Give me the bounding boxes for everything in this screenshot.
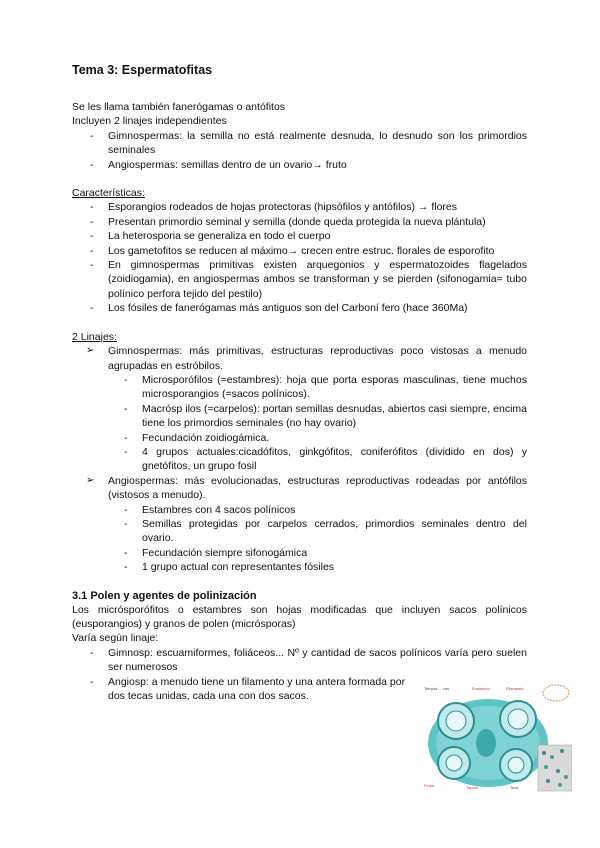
caracteristicas-list: [72, 200, 527, 315]
intro-list: [72, 129, 527, 172]
list-item: - Esporangios rodeados de hojas protectoras (hipsófilos y antófilos) → flores: [90, 201, 458, 214]
list-item: - Los gametofitos se reducen al máximo→ crecen entre estruc. florales de esporofito: [90, 244, 495, 257]
list-item: - Fecundación zoidiogámica.: [124, 431, 270, 444]
linajes-list-2: [72, 474, 527, 503]
list-item: - Macrósp ilos (=carpelos): portan semillas desnudas, abiertos casi siempre, encima tiene los primordios seminales (no hay ovario): [124, 402, 527, 430]
anther-diagram: [420, 683, 572, 793]
varia-line: Varía según linaje:: [72, 632, 159, 645]
arrow-bullet-icon: ➢: [86, 474, 95, 486]
section-3-1-heading: 3.1 Polen y agentes de polinización: [72, 589, 257, 602]
linajes-list: [72, 344, 527, 373]
list-item: - Angiospermas: semillas dentro de un ovario→ fruto: [90, 158, 347, 171]
list-item: - 4 grupos actuales:cicadófitos, ginkgófitos, coniferófitos (dividido en dos) y gnetófitos, un grupo fosil: [124, 445, 527, 473]
list-item: - Fecundación siempre sifonogámica: [124, 546, 308, 559]
figure-label: Filamento: [506, 686, 524, 691]
figure-label: Endotecio: [472, 686, 490, 691]
angiospermas-sublist: [72, 503, 527, 575]
gimnospermas-item: ➢ Gimnospermas: más primitivas, estructuras reproductivas poco vistosas a menudo agrupadas en estróbilos.: [86, 345, 527, 372]
list-item: - Microsporófilos (=estambres): hoja que porta esporas masculinas, tiene muchos microsporangios (=sacos polínicos).: [124, 373, 527, 401]
list-item: - Angiosp: a menudo tiene un filamento y una antera formada por dos tecas unidas, cada una con dos sacos.: [90, 675, 406, 703]
list-item: - En gimnospermas primitivas existen arquegonios y espermatozoides flagelados (zoidiogamia), en angiospermas ambos se transforman y se pierden (sifonogamia= tubo polínico perfora tejido del pestilo): [90, 259, 527, 300]
list-item: - Semillas protegidas por carpelos cerrados, primordios seminales dentro del ovario.: [124, 517, 527, 545]
figure-label: Tetrada ... cas: [424, 686, 450, 691]
list-item: - 1 grupo actual con representantes fósiles: [124, 561, 335, 574]
anther-cross-section-figure: [420, 683, 572, 793]
intro-line-1: Se les llama también fanerógamas o antófitos: [72, 101, 286, 113]
caracteristicas-heading: Características:: [72, 187, 145, 200]
list-item: - Presentan primordio seminal y semilla (donde queda protegida la nueva plántula): [90, 215, 486, 228]
angiospermas-item: ➢ Angiospermas: más evolucionadas, estructuras reproductivas rodeadas por antófilos (vistosos a menudo).: [86, 474, 527, 502]
figure-label: Polen: [424, 783, 435, 788]
list-item: - La heterosporia se generaliza en todo el cuerpo: [90, 230, 331, 243]
linajes-heading: 2 Linajes:: [72, 330, 117, 343]
arrow-bullet-icon: ➢: [86, 345, 95, 357]
figure-label: Tapete: [466, 785, 479, 790]
document-page: [72, 62, 527, 703]
gimnospermas-sublist: [72, 373, 527, 474]
list-item: - Estambres con 4 sacos polínicos: [124, 503, 296, 516]
list-item: - Los fósiles de fanerógamas más antiguos son del Carboní fero (hace 360Ma): [90, 302, 468, 315]
list-item: - Gimnosp: escuamiformes, foliáceos... Nº y cantidad de sacos polínicos varía pero suelen ser numerosos: [90, 646, 527, 674]
section-3-1-paragraph: Los micrósporófitos o estambres son hojas modificadas que incluyen sacos polínicos (eusporangios) y granos de polen (micrósporas): [72, 603, 527, 630]
intro-line-2: Incluyen 2 linajes independientes: [72, 115, 227, 128]
page-title: Tema 3: Espermatofitas: [72, 63, 213, 77]
list-item: - Gimnospermas: la semilla no está realmente desnuda, lo desnudo son los primordios seminales: [90, 129, 527, 157]
figure-label: Teca: [510, 785, 519, 790]
